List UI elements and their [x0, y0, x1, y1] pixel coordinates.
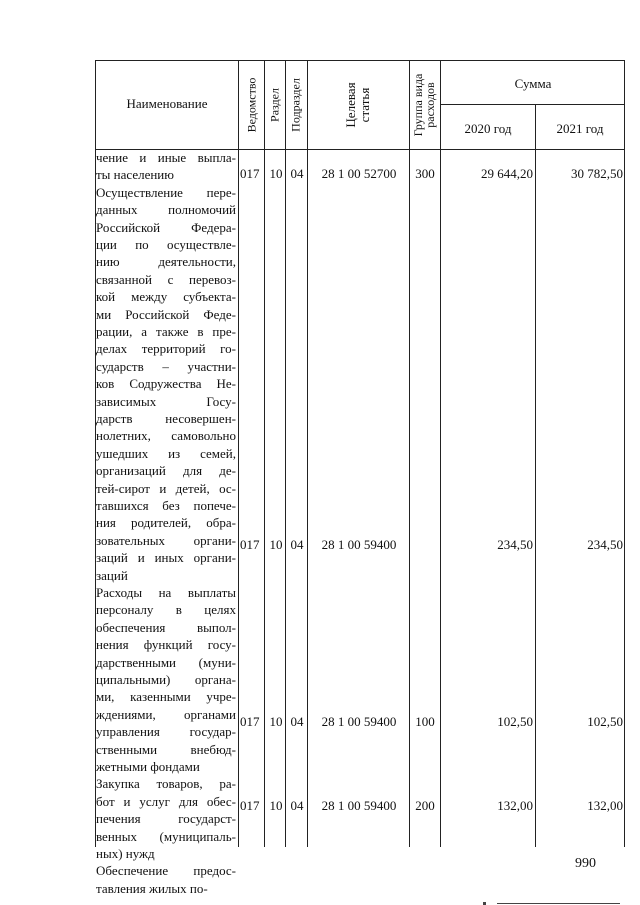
name-line: венных (муниципаль-	[96, 828, 236, 844]
cell-section: 10	[269, 798, 283, 813]
name-line: Российской Федера-	[96, 219, 236, 235]
header-target-article	[344, 75, 372, 135]
name-line: тей-сирот и детей, ос-	[96, 480, 236, 496]
name-line: ния родителей, обра-	[96, 515, 236, 531]
name-line: ции по осуществле-	[96, 237, 236, 252]
name-line: персоналу в целях	[96, 602, 236, 618]
name-line: управления государ-	[96, 724, 236, 740]
name-line: ждениями, органами	[96, 706, 236, 722]
name-line: обеспечения выпол-	[96, 619, 236, 635]
name-line: кой между субъекта-	[96, 289, 236, 305]
header-target-article-text: Целевая статья	[343, 82, 372, 128]
name-line: тавшихся без попече-	[96, 498, 236, 513]
column-divider-name	[238, 60, 239, 847]
table-border-right	[624, 60, 625, 847]
name-line: Обеспечение предос-	[96, 863, 236, 879]
page-number: 990	[575, 856, 596, 871]
cell-sum-2021: 30 782,50	[571, 166, 623, 181]
name-line: заций и иных органи-	[96, 550, 236, 566]
footer-rule	[497, 903, 620, 904]
name-line: рации, а также в пре-	[96, 324, 236, 339]
header-section: Раздел	[267, 88, 282, 122]
name-line: печения государст-	[96, 811, 236, 827]
name-line: ми Российской Феде-	[96, 306, 236, 322]
header-year-2021: 2021 год	[556, 121, 604, 136]
name-line: ты населению	[96, 167, 174, 183]
name-line: нию деятельности,	[96, 254, 236, 270]
column-divider-years	[535, 104, 536, 847]
header-expense-group-text: Группа вида расходов	[411, 73, 437, 137]
name-line: тавления жилых по-	[96, 880, 208, 896]
name-line: жетными фондами	[96, 759, 200, 774]
name-line: нолетних, самовольно	[96, 428, 236, 444]
name-line: ушедших из семей,	[96, 445, 236, 461]
name-line: чение и иные выпла-	[96, 150, 236, 165]
cell-section: 10	[269, 537, 283, 552]
name-line: нения функций госу-	[96, 637, 236, 653]
table-border-top	[95, 60, 625, 61]
cell-sum-2020: 132,00	[497, 798, 533, 813]
cell-group: 300	[415, 166, 435, 181]
cell-subsection: 04	[290, 537, 304, 552]
cell-target: 28 1 00 59400	[321, 537, 397, 552]
cell-subsection: 04	[290, 714, 304, 729]
cell-section: 10	[269, 714, 283, 729]
name-line: организаций для де-	[96, 463, 236, 479]
name-line: дарств несовершен-	[96, 411, 236, 426]
cell-subsection: 04	[290, 166, 304, 181]
cell-target: 28 1 00 59400	[321, 714, 397, 729]
cell-group: 100	[415, 714, 435, 729]
cell-sum-2021: 234,50	[587, 537, 623, 552]
cell-ministry: 017	[240, 166, 260, 181]
name-line: ных) нужд	[96, 846, 155, 861]
name-line: данных полномочий	[96, 202, 236, 218]
name-line: зовательных органи-	[96, 532, 236, 548]
header-subsection: Подраздел	[288, 78, 303, 132]
header-ministry: Ведомство	[244, 77, 259, 133]
name-line: сударств – участни-	[96, 358, 236, 374]
cell-subsection: 04	[290, 798, 304, 813]
cell-ministry: 017	[240, 798, 260, 813]
name-line: Осуществление пере-	[96, 184, 236, 200]
name-line: Расходы на выплаты	[96, 585, 236, 600]
cell-section: 10	[269, 166, 283, 181]
cell-sum-2021: 132,00	[587, 798, 623, 813]
name-line: ципальными) органа-	[96, 672, 236, 687]
column-divider-ministry	[264, 60, 265, 847]
header-year-2020: 2020 год	[464, 121, 512, 136]
header-sum: Сумма	[514, 76, 552, 91]
cell-ministry: 017	[240, 537, 260, 552]
cell-target: 28 1 00 59400	[321, 798, 397, 813]
header-name: Наименование	[126, 96, 208, 111]
cell-sum-2021: 102,50	[587, 714, 623, 729]
name-line: зависимых Госу-	[96, 393, 236, 409]
name-line: заций	[96, 567, 128, 583]
name-line: бот и услуг для обес-	[96, 793, 236, 809]
name-line: ми, казенными учре-	[96, 689, 236, 705]
cell-sum-2020: 102,50	[497, 714, 533, 729]
name-line: связанной с перевоз-	[96, 271, 236, 287]
cell-ministry: 017	[240, 714, 260, 729]
cell-sum-2020: 234,50	[497, 537, 533, 552]
name-line: Закупка товаров, ра-	[96, 776, 236, 792]
header-expense-group	[412, 66, 436, 144]
cell-sum-2020: 29 644,20	[481, 166, 533, 181]
name-line: делах территорий го-	[96, 341, 236, 357]
cell-target: 28 1 00 52700	[321, 166, 397, 181]
column-divider-subsection	[307, 60, 308, 847]
cell-group: 200	[415, 798, 435, 813]
name-line: ков Содружества Не-	[96, 376, 236, 392]
sum-subheader-rule	[440, 104, 625, 105]
name-line: ственными внебюд-	[96, 741, 236, 757]
name-line: дарственными (муни-	[96, 654, 236, 670]
